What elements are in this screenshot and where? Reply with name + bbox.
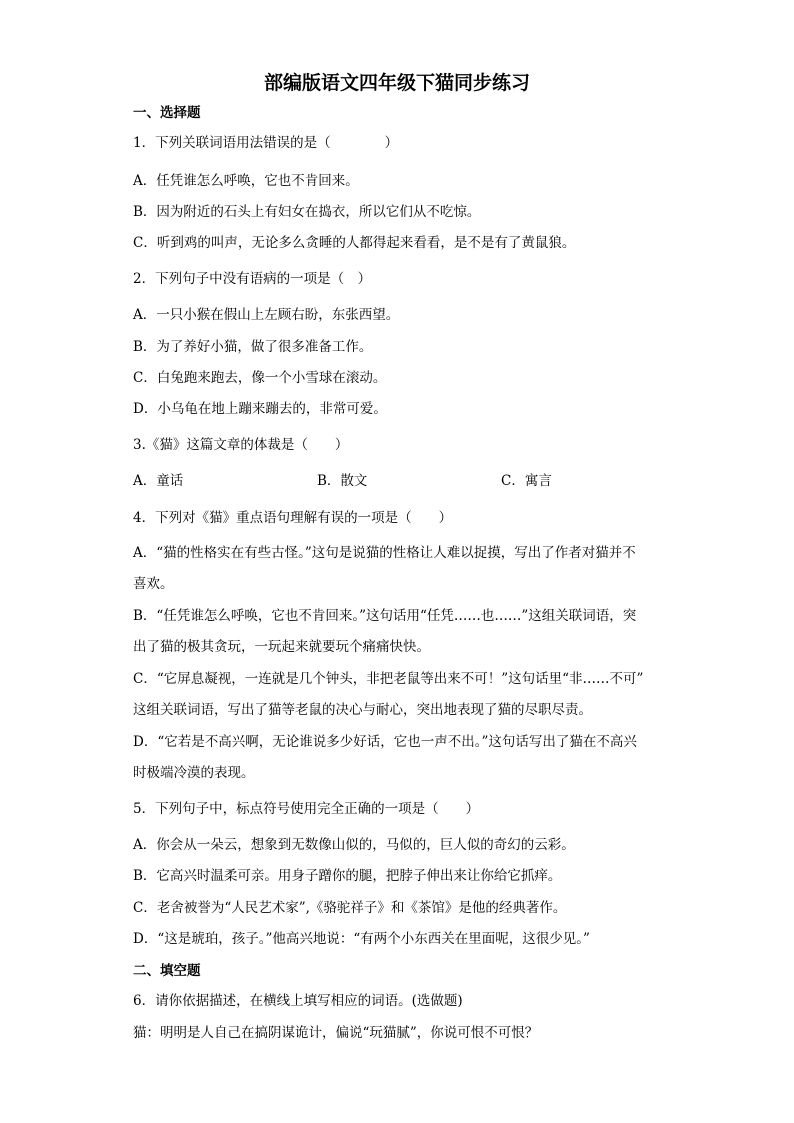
section-heading-choice: 一、选择题	[133, 105, 201, 121]
q4-option-b-line2: 出了猫的极其贪玩，一玩起来就要玩个痛痛快快。	[133, 639, 430, 655]
q5-option-a: A．你会从一朵云，想象到无数像山似的，马似的，巨人似的奇幻的云彩。	[133, 837, 575, 853]
q2-stem: 2．下列句子中没有语病的一项是（ ）	[133, 271, 372, 287]
q4-option-d-line1: D．“它若是不高兴啊，无论谁说多少好话，它也一声不出。”这句话写出了猫在不高兴	[133, 734, 637, 750]
q4-option-c-line2: 这组关联词语，写出了猫等老鼠的决心与耐心，突出地表现了猫的尽职尽责。	[133, 702, 592, 718]
q1-option-b: B．因为附近的石头上有妇女在捣衣，所以它们从不吃惊。	[133, 204, 481, 220]
q5-option-b: B．它高兴时温柔可亲。用身子蹭你的腿，把脖子伸出来让你给它抓痒。	[133, 868, 562, 884]
q6-line1: 猫：明明是人自己在搞阴谋诡计，偏说“玩猫腻”，你说可恨不可恨？	[133, 1025, 539, 1041]
q1-option-a: A．任凭谁怎么呼唤，它也不肯回来。	[133, 173, 359, 189]
q4-option-a-line2: 喜欢。	[133, 576, 174, 592]
q4-option-c-line1: C．“它屏息凝视，一连就是几个钟头，非把老鼠等出来不可！”这句话里“非……不可”	[133, 671, 644, 687]
q5-stem: 5．下列句子中，标点符号使用完全正确的一项是（ ）	[133, 801, 480, 817]
q4-option-a-line1: A．“猫的性格实在有些古怪。”这句是说猫的性格让人难以捉摸，写出了作者对猫并不	[133, 545, 636, 561]
q6-stem: 6．请你依据描述，在横线上填写相应的词语。(选做题)	[133, 993, 463, 1009]
q2-option-c: C．白兔跑来跑去，像一个小雪球在滚动。	[133, 370, 387, 386]
q2-option-b: B．为了养好小猫，做了很多准备工作。	[133, 339, 373, 355]
q4-option-b-line1: B．“任凭谁怎么呼唤，它也不肯回来。”这句话用“任凭……也……”这组关联词语，突	[133, 608, 637, 624]
q1-stem: 1．下列关联词语用法错误的是（ ）	[133, 135, 399, 151]
q1-option-c: C．听到鸡的叫声，无论多么贪睡的人都得起来看看，是不是有了黄鼠狼。	[133, 235, 576, 251]
q4-stem: 4．下列对《猫》重点语句理解有误的一项是（ ）	[133, 510, 453, 526]
q3-option-c: C．寓言	[501, 473, 552, 489]
q4-option-d-line2: 时极端冷漠的表现。	[133, 765, 255, 781]
q3-option-a: A．童话	[133, 473, 184, 489]
q3-option-b: B．散文	[317, 473, 368, 489]
section-heading-fill: 二、填空题	[133, 963, 201, 979]
q2-option-a: A．一只小猴在假山上左顾右盼，东张西望。	[133, 307, 400, 323]
q5-option-d: D．“这是琥珀，孩子。”他高兴地说：“有两个小东西关在里面呢，这很少见。”	[133, 931, 590, 947]
q5-option-c: C．老舍被誉为“人民艺术家”,《骆驼祥子》和《茶馆》是他的经典著作。	[133, 900, 567, 916]
q3-stem: 3.《猫》这篇文章的体裁是（ ）	[133, 437, 349, 453]
page-title: 部编版语文四年级下猫同步练习	[263, 72, 530, 94]
q2-option-d: D．小乌龟在地上蹦来蹦去的，非常可爱。	[133, 401, 387, 417]
